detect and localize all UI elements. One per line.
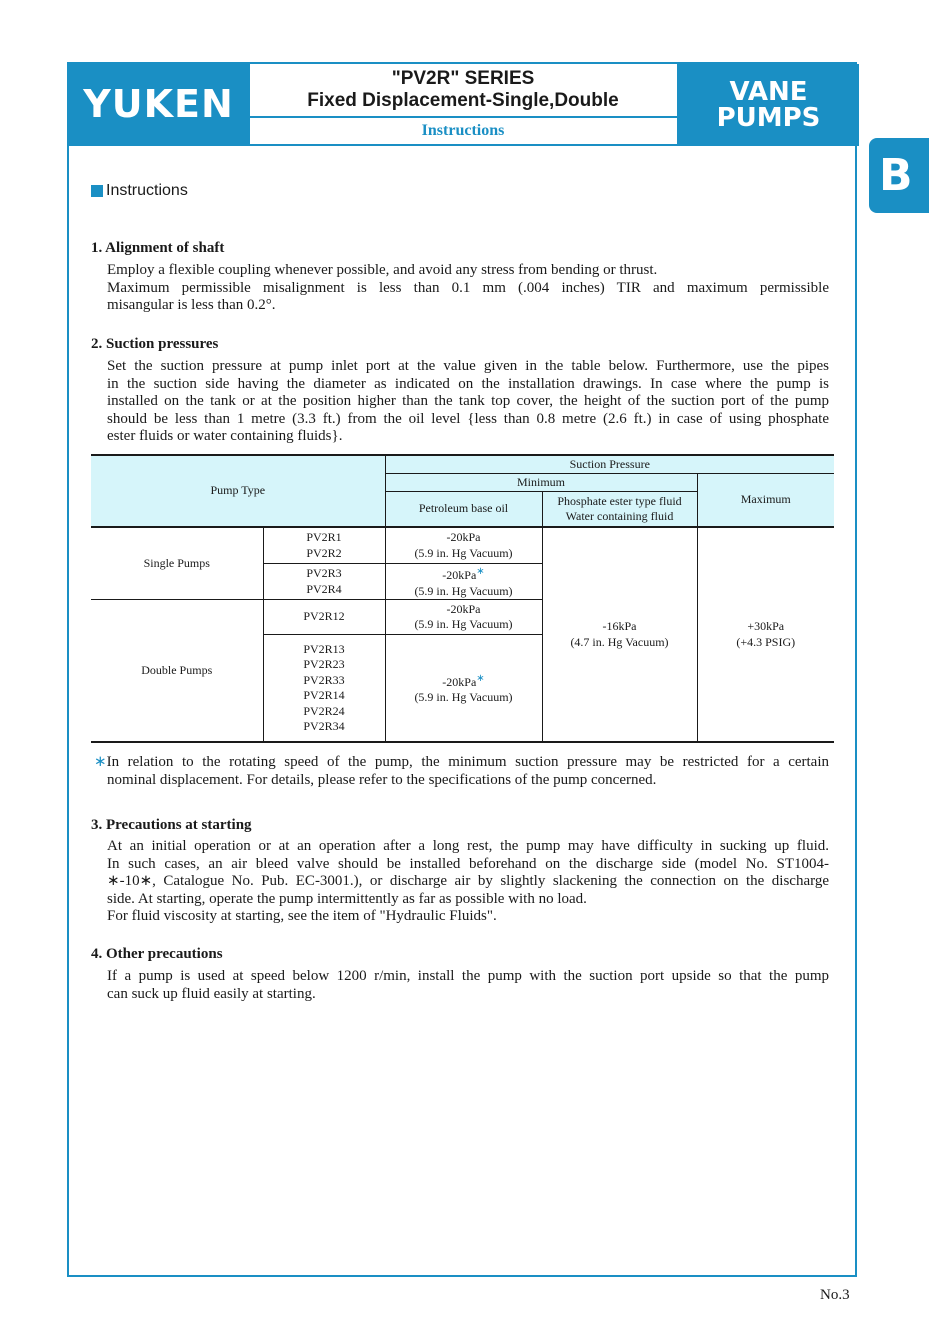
model-cell: PV2R3 PV2R4 [263,564,385,600]
header-petroleum: Petroleum base oil [385,492,542,528]
header-divider [69,144,859,146]
maximum-value: +30kPa (+4.3 PSIG) [697,527,834,742]
header-section: Instructions [421,122,505,139]
header-phosphate: Phosphate ester type fluid Water containing fluid [542,492,697,528]
section-tab: B [869,138,929,213]
item-heading: 2. Suction pressures [91,336,219,352]
asterisk-icon: ∗ [476,672,485,684]
table-note: ∗In relation to the rotating speed of the pump, the minimum suction pressure may be restricted for a certain nominal displacement. For details, please refer to the specifications of the pump concerned. [94,754,829,788]
single-pumps-label: Single Pumps [91,527,263,600]
petroleum-value: -20kPa∗ (5.9 in. Hg Vacuum) [385,564,542,600]
header-minimum: Minimum [385,474,697,492]
asterisk-icon: ∗ [94,754,107,770]
suction-pressure-table [91,454,834,743]
item-body: If a pump is used at speed below 1200 r/min, install the pump with the suction port upside so that the pump can suck up fluid easily at starting. [107,968,829,1002]
header-suction-pressure: Suction Pressure [385,455,834,474]
yuken-logo: YUKEN [69,64,248,144]
header-pump-type: Pump Type [91,455,385,527]
model-cell: PV2R12 [263,600,385,635]
double-pumps-label: Double Pumps [91,600,263,743]
item-body: Employ a flexible coupling whenever possible, and avoid any stress from bending or thrust. Maximum permissible misalignment is less than 0.1 mm (.004 inches) TIR and maximum permissible misangular is less than 0.2°. [107,262,829,313]
page-number: No.3 [820,1287,850,1303]
petroleum-value: -20kPa∗ (5.9 in. Hg Vacuum) [385,635,542,743]
category-label: VANE PUMPS [678,64,859,144]
section-title: Instructions [91,182,188,200]
item-body: Set the suction pressure at pump inlet port at the value given in the table below. Furthermore, use the pipes in the suction side having the diameter as indicated on the installation drawings. In case where the pump is installed on the tank or at the position higher than the tank top cover, the height of the suction port of the pump should be less than 1 metre (3.3 ft.) from the oil level {less than 0.8 metre (2.6 ft.) in case of using phosphate ester fluids or water containing fluids}. [107,358,829,444]
item-heading: 1. Alignment of shaft [91,240,225,256]
petroleum-value: -20kPa (5.9 in. Hg Vacuum) [385,527,542,564]
phosphate-value: -16kPa (4.7 in. Hg Vacuum) [542,527,697,742]
header-title [249,64,677,116]
petroleum-value: -20kPa (5.9 in. Hg Vacuum) [385,600,542,635]
item-heading: 4. Other precautions [91,946,223,962]
model-cell: PV2R13 PV2R23 PV2R33 PV2R14 PV2R24 PV2R34 [263,635,385,743]
header-maximum: Maximum [697,474,834,528]
item-body: At an initial operation or at an operation after a long rest, the pump may have difficulty in sucking up fluid. In such cases, an air bleed valve should be installed beforehand on the discharge side (model No. ST1004- ∗-10∗, Catalogue No. Pub. EC-3001.), or discharge air by slightly slackening the connection on the discharge side. At starting, operate the pump intermittently as far as possible with no load. For fluid viscosity at starting, see the item of "Hydraulic Fluids". [107,838,829,924]
asterisk-icon: ∗ [476,566,485,577]
square-bullet-icon [91,185,103,197]
series-subtitle: Fixed Displacement-Single,Double [307,90,619,111]
series-title: "PV2R" SERIES [391,68,535,89]
model-cell: PV2R1 PV2R2 [263,527,385,564]
item-heading: 3. Precautions at starting [91,817,252,833]
